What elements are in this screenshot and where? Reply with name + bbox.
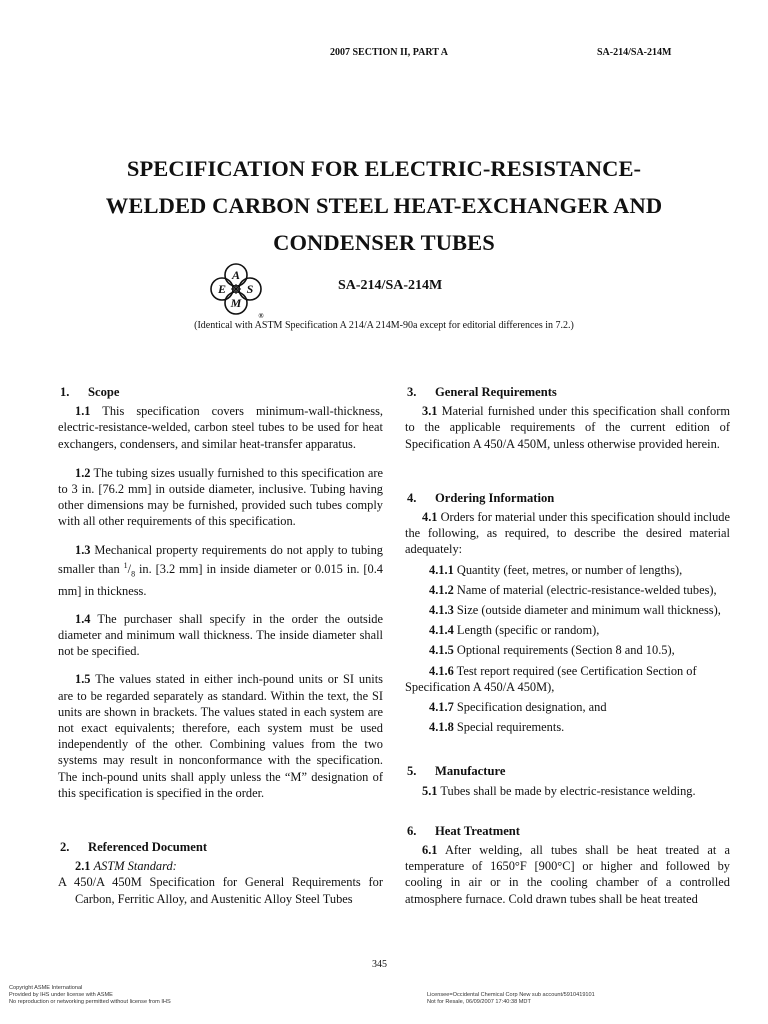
paragraph-1-2: 1.2 The tubing sizes usually furnished to this specification are to 3 in. [76.2 mm] in outside diameter, inclusive. Tubing having other dimensions may be furnished, provided such tubes comply with all other requirements of this specification. xyxy=(58,465,383,529)
paragraph-5-1: 5.1 Tubes shall be made by electric-resistance welding. xyxy=(422,783,696,798)
section-heading: 4. Ordering Information xyxy=(407,490,555,505)
paragraph-1-3: 1.3 Mechanical property requirements do not apply to tubing smaller than $^1/_8$ in. [3.2 mm] in inside diameter or 0.015 in. [0.4 mm] in thickness. xyxy=(58,542,384,598)
section-manufacture xyxy=(405,763,730,798)
running-header-designation: SA-214/SA-214M xyxy=(597,47,672,58)
paragraph-4-1: 4.1 Orders for material under this specification should include the following, as required, to describe the desired material adequately: xyxy=(405,510,730,557)
identical-note: (Identical with ASTM Specification A 214/A 214M-90a except for editorial differences in 7.2.) xyxy=(194,320,574,331)
referenced-standard-item: A 450/A 450M Specification for General Requirements for Carbon, Ferritic Alloy, and Austenitic Alloy Steel Tubes xyxy=(58,875,383,906)
document-designation: SA-214/SA-214M xyxy=(338,278,443,293)
ordering-item: 4.1.5 Optional requirements (Section 8 and 10.5), xyxy=(429,643,675,658)
section-heading: 3. General Requirements xyxy=(407,385,557,399)
title-line-1: SPECIFICATION FOR ELECTRIC-RESISTANCE- xyxy=(126,156,642,181)
title-line-3: CONDENSER TUBES xyxy=(273,230,495,255)
footer-license: Licensee=Occidental Chemical Corp New sub account/5910419101 Not for Resale, 06/09/2007 17:40:38 MDT xyxy=(427,992,595,1005)
ordering-item: 4.1.2 Name of material (electric-resistance-welded tubes), xyxy=(429,582,717,597)
paragraph-6-1: 6.1 After welding, all tubes shall be heat treated at a temperature of 1650°F [900°C] or higher and followed by cooling in air or in the cooling chamber of a controlled atmosphere furnace. Cold drawn tubes shall be heat treated xyxy=(405,843,730,906)
section-general-requirements xyxy=(405,384,730,452)
svg-text:A: A xyxy=(231,268,241,282)
left-column xyxy=(58,384,383,907)
svg-text:®: ® xyxy=(258,312,264,320)
svg-text:S: S xyxy=(246,282,254,296)
svg-text:E: E xyxy=(217,282,227,296)
document-title xyxy=(60,150,708,261)
running-header-section: 2007 SECTION II, PART A xyxy=(330,47,448,58)
section-heading: 6. Heat Treatment xyxy=(407,823,520,838)
svg-text:M: M xyxy=(230,296,242,310)
page-number: 345 xyxy=(372,959,387,970)
section-heading: 1. Scope xyxy=(60,385,120,399)
section-scope xyxy=(58,384,383,801)
paragraph-1-4: 1.4 The purchaser shall specify in the order the outside diameter and minimum wall thickness. The inside diameter shall not be specified. xyxy=(58,611,384,659)
ordering-item: 4.1.7 Specification designation, and xyxy=(429,700,607,715)
title-line-2: WELDED CARBON STEEL HEAT-EXCHANGER AND xyxy=(105,193,663,218)
paragraph-2-1: 2.1 ASTM Standard: xyxy=(75,859,177,874)
section-ordering-information xyxy=(405,490,730,736)
footer-copyright: Copyright ASME International Provided by IHS under license with ASME No reproduction or networking permitted without license from IHS xyxy=(9,985,171,1005)
paragraph-1-5: 1.5 The values stated in either inch-pound units or SI units are to be regarded separately as standard. Within the text, the SI units are shown in brackets. The values stated in each system are not exact equivalents; therefore, each system must be used independently of the other. Combining values from the two systems may result in nonconformance with the specification. The inch-pound units shall apply unless the “M” designation of this specification is specified in the order. xyxy=(58,672,383,800)
right-column xyxy=(405,384,730,907)
ordering-item: 4.1.3 Size (outside diameter and minimum wall thickness), xyxy=(429,603,721,618)
ordering-item: 4.1.1 Quantity (feet, metres, or number of lengths), xyxy=(429,562,683,577)
section-referenced-document xyxy=(58,839,383,907)
asme-logo-icon xyxy=(206,260,266,320)
paragraph-1-1: 1.1 This specification covers minimum-wall-thickness, electric-resistance-welded, carbon steel tubes to be used for heat exchangers, condensers, and similar heat-transfer apparatus. xyxy=(58,404,383,451)
section-heat-treatment xyxy=(405,823,730,907)
section-heading: 5. Manufacture xyxy=(407,764,506,779)
section-heading: 2. Referenced Document xyxy=(60,840,208,855)
ordering-item: 4.1.4 Length (specific or random), xyxy=(429,623,600,638)
ordering-item: 4.1.6 Test report required (see Certification Section of Specification A 450/A 450M), xyxy=(405,663,697,694)
ordering-item: 4.1.8 Special requirements. xyxy=(429,720,565,735)
paragraph-3-1: 3.1 Material furnished under this specification shall conform to the applicable requirements of the current edition of Specification A 450/A 450M, unless otherwise provided herein. xyxy=(405,404,730,451)
